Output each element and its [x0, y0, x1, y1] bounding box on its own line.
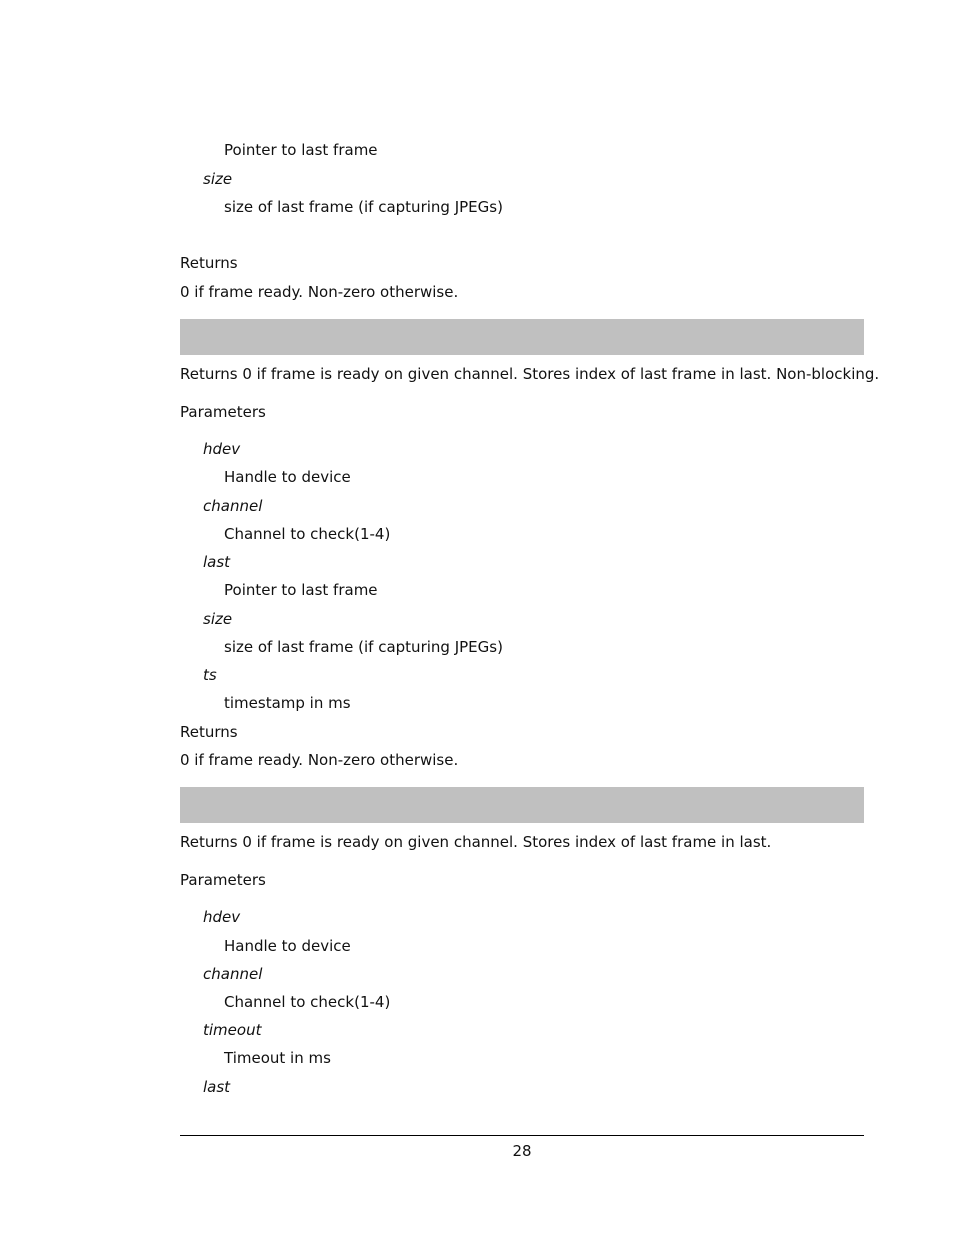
- function-header-bar: [180, 319, 864, 355]
- param-name-hdev: hdev: [203, 440, 241, 458]
- param-desc-hdev: Handle to device: [224, 468, 351, 486]
- param-name-channel: channel: [203, 965, 263, 983]
- param-desc-channel: Channel to check(1-4): [224, 993, 391, 1011]
- param-desc-size: size of last frame (if capturing JPEGs): [224, 198, 503, 216]
- param-desc-last: Pointer to last frame: [224, 141, 378, 159]
- parameters-label: Parameters: [180, 403, 266, 421]
- footer-rule: [180, 1135, 864, 1136]
- param-desc-ts: timestamp in ms: [224, 694, 351, 712]
- param-name-size: size: [203, 610, 233, 628]
- function-description: Returns 0 if frame is ready on given channel. Stores index of last frame in last.: [180, 833, 772, 851]
- returns-text: 0 if frame ready. Non-zero otherwise.: [180, 751, 459, 769]
- param-desc-hdev: Handle to device: [224, 937, 351, 955]
- param-name-timeout: timeout: [203, 1021, 262, 1039]
- param-desc-size: size of last frame (if capturing JPEGs): [224, 638, 503, 656]
- param-desc-channel: Channel to check(1-4): [224, 525, 391, 543]
- param-desc-timeout: Timeout in ms: [224, 1049, 331, 1067]
- returns-label: Returns: [180, 254, 238, 272]
- function-header-bar: [180, 787, 864, 823]
- param-name-ts: ts: [203, 666, 217, 684]
- function-description: Returns 0 if frame is ready on given channel. Stores index of last frame in last. Non-blocking.: [180, 365, 880, 383]
- parameters-label: Parameters: [180, 871, 266, 889]
- param-desc-last: Pointer to last frame: [224, 581, 378, 599]
- param-name-last: last: [203, 553, 231, 571]
- page-number: 28: [512, 1142, 532, 1160]
- param-name-hdev: hdev: [203, 908, 241, 926]
- returns-text: 0 if frame ready. Non-zero otherwise.: [180, 283, 459, 301]
- param-name-last: last: [203, 1078, 231, 1096]
- param-name-channel: channel: [203, 497, 263, 515]
- param-name-size: size: [203, 170, 233, 188]
- returns-label: Returns: [180, 723, 238, 741]
